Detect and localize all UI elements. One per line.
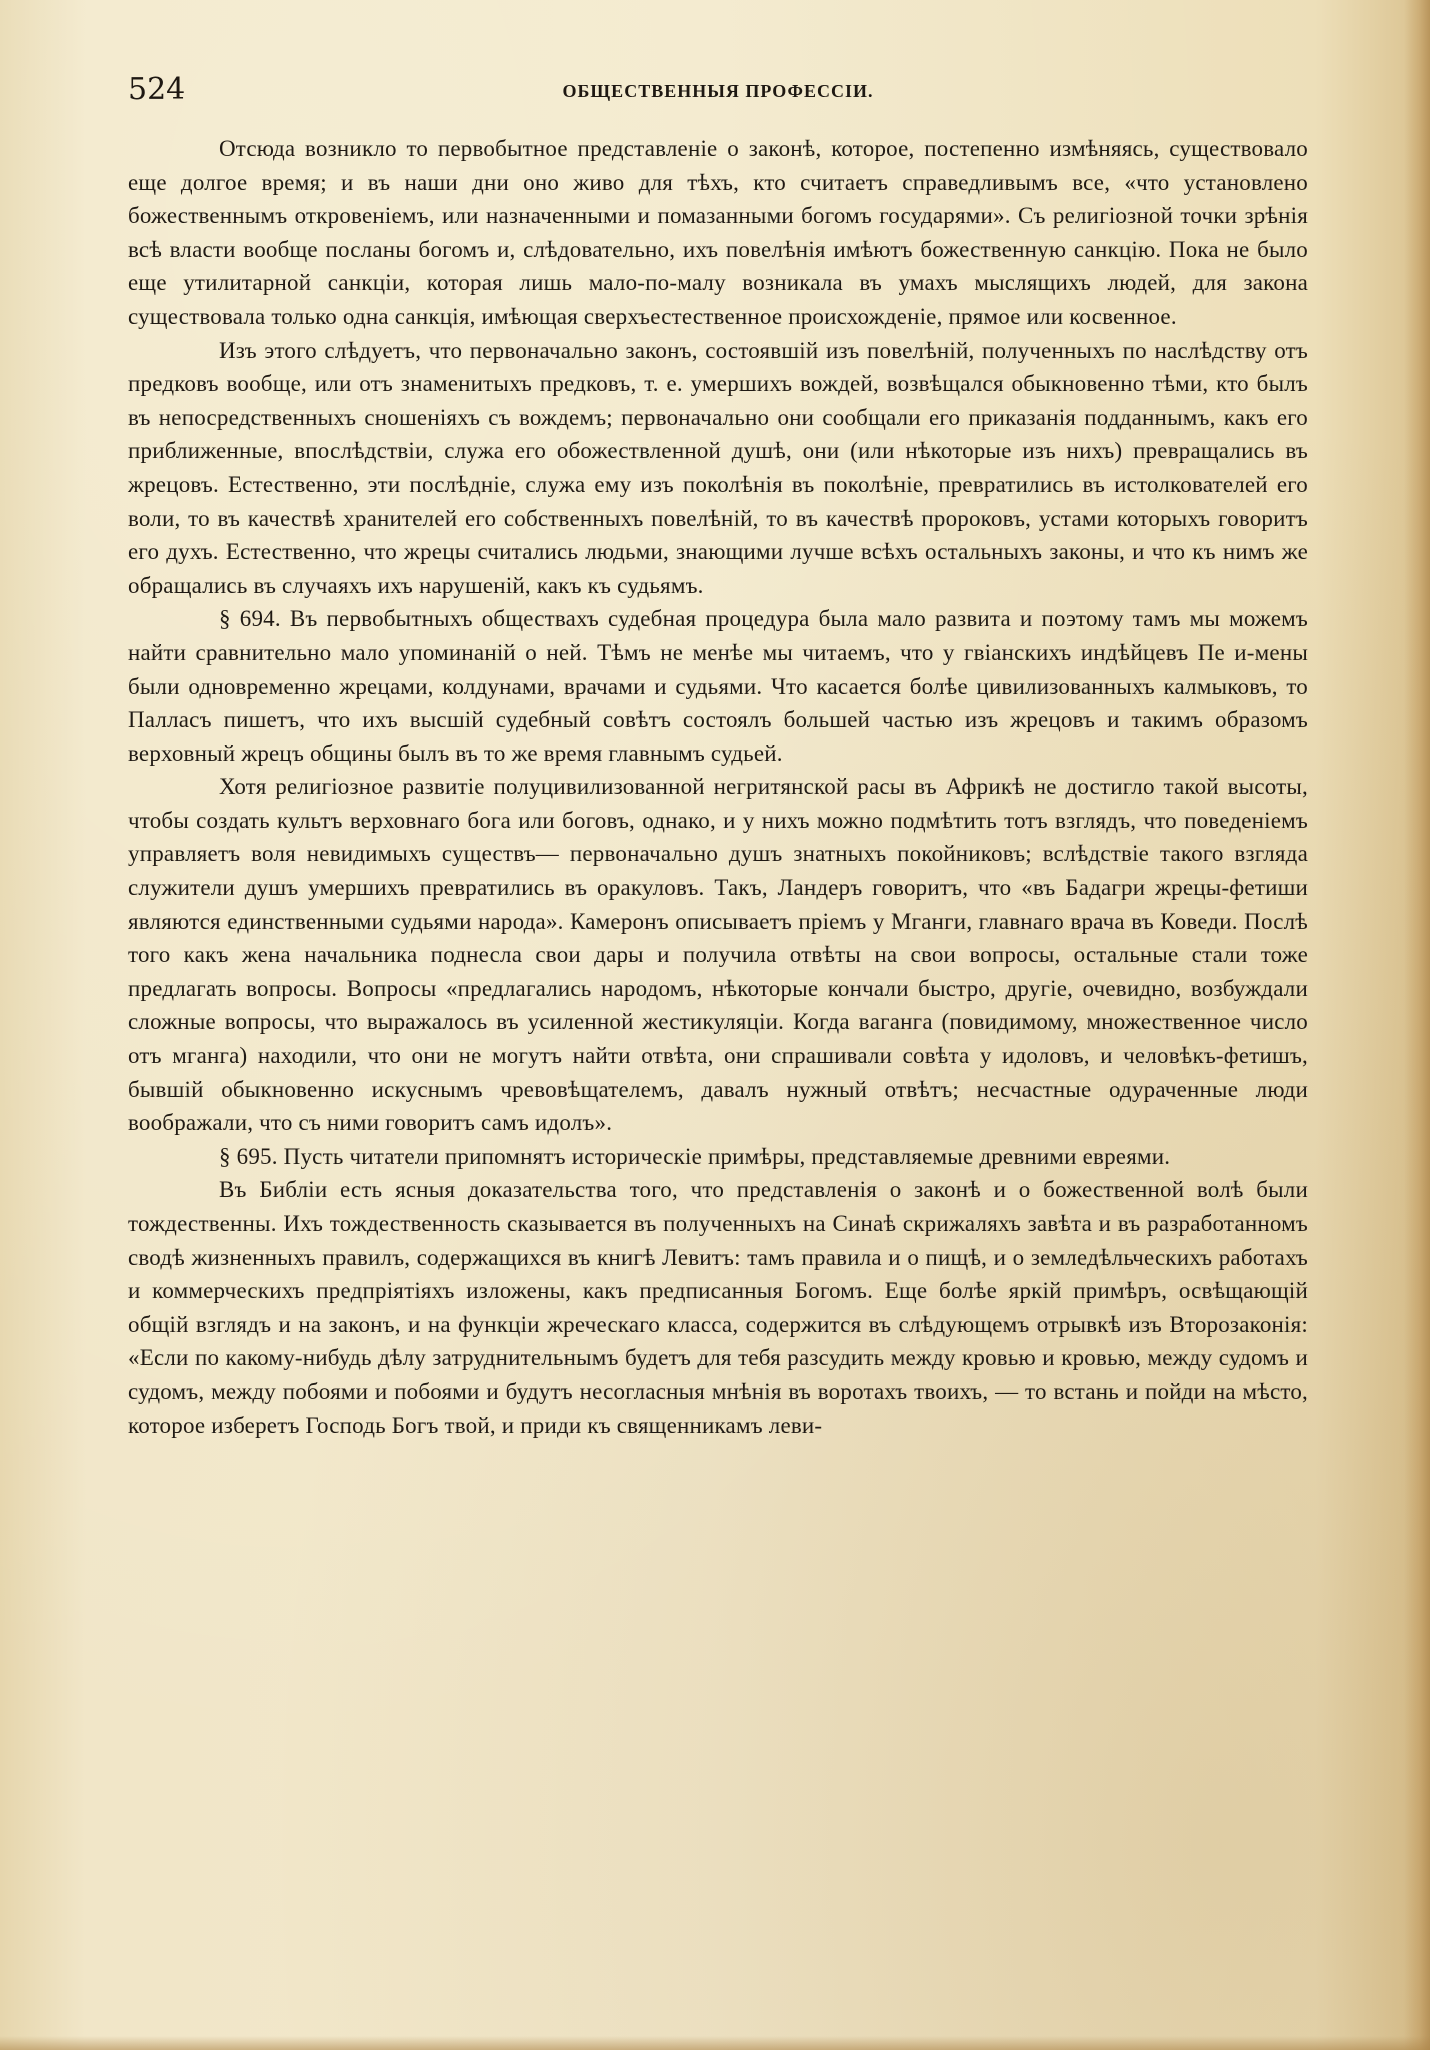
body-text <box>128 132 1308 1442</box>
page-edge-shadow <box>1404 0 1430 2050</box>
running-title: ОБЩЕСТВЕННЫЯ ПРОФЕССІИ. <box>562 81 874 101</box>
page-number: 524 <box>128 72 186 107</box>
paragraph: Хотя религіозное развитіе полуцивилизованной негритянской расы въ Африкѣ не достигло такой высоты, чтобы создать культъ верховнаго бога или боговъ, однако, и у нихъ можно подмѣтить тотъ взглядъ, что поведеніемъ управляетъ воля невидимыхъ существъ— первоначально душъ знатныхъ покойниковъ; вслѣдствіе такого взгляда служители душъ умершихъ превратились въ оракуловъ. Такъ, Ландеръ говоритъ, что «въ Бадагри жрецы-фетиши являются единственными судьями народа». Камеронъ описываетъ пріемъ у Мганги, главнаго врача въ Коведи. Послѣ того какъ жена начальника поднесла свои дары и получила отвѣты на свои вопросы, остальные стали тоже предлагать вопросы. Вопросы «предлагались народомъ, нѣкоторые кончали быстро, другіе, очевидно, возбуждали сложные вопросы, что выражалось въ усиленной жестикуляціи. Когда вaганга (повидимому, множественное число отъ мганга) находили, что они не могутъ найти отвѣта, они спрашивали совѣта у идоловъ, и человѣкъ-фетишъ, бывшій обыкновенно искуснымъ чревовѣщателемъ, давалъ нужный отвѣтъ; несчастные одураченные люди воображали, что съ ними говоритъ самъ идолъ». <box>128 774 1308 1136</box>
page-header <box>128 72 1308 116</box>
paragraph: § 695. Пусть читатели припомнятъ историческіе примѣры, представляемые древними евреями. <box>219 1143 1171 1169</box>
page-bottom-shadow <box>0 2036 1430 2050</box>
paragraph: § 694. Въ первобытныхъ обществахъ судебная процедура была мало развита и поэтому тамъ мы можемъ найти сравнительно мало упоминаній о ней. Тѣмъ не менѣе мы читаемъ, что у гвіанскихъ индѣйцевъ Пе и-мены были одновременно жрецами, колдунами, врачами и судьями. Что касается болѣе цивилизованныхъ калмыковъ, то Палласъ пишетъ, что ихъ высшій судебный совѣтъ состоялъ большей частью изъ жрецовъ и такимъ образомъ верховный жрецъ общины былъ въ то же время главнымъ судьей. <box>128 606 1308 766</box>
paragraph: Изъ этого слѣдуетъ, что первоначально законъ, состоявшій изъ повелѣній, полученныхъ по наслѣдству отъ предковъ вообще, или отъ знаменитыхъ предковъ, т. е. умершихъ вождей, возвѣщался обыкновенно тѣми, кто былъ въ непосредственныхъ сношеніяхъ съ вождемъ; первоначально они сообщали его приказанія подданнымъ, какъ его приближенные, впослѣдствіи, служа его обожествленной душѣ, они (или нѣкоторые изъ нихъ) превращались въ жрецовъ. Естественно, эти послѣдніе, служа ему изъ поколѣнія въ поколѣніе, превратились въ истолкователей его воли, то въ качествѣ хранителей его собственныхъ повелѣній, то въ качествѣ пророковъ, устами которыхъ говоритъ его духъ. Естественно, что жрецы считались людьми, знающими лучше всѣхъ остальныхъ законы, и что къ нимъ же обращались въ случаяхъ ихъ нарушеній, какъ къ судьямъ. <box>128 337 1308 598</box>
paragraph: Въ Библіи есть ясныя доказательства того, что представленія о законѣ и о божественной волѣ были тождественны. Ихъ тождественность сказывается въ полученныхъ на Синаѣ скрижаляхъ завѣта и въ разработанномъ сводѣ жизненныхъ правилъ, содержащихся въ книгѣ Левитъ: тамъ правила и о пищѣ, и о земледѣльческихъ работахъ и коммерческихъ предпріятіяхъ изложены, какъ предписанныя Богомъ. Еще болѣе яркій примѣръ, освѣщающій общій взглядъ и на законъ, и на функціи жреческаго класса, содержится въ слѣдующемъ отрывкѣ изъ Второзаконія: «Если по какому-нибудь дѣлу затруднительнымъ будетъ для тебя разсудить между кровью и кровью, между судомъ и судомъ, между побоями и побоями и будутъ несогласныя мнѣнія въ воротахъ твоихъ, — то встань и пойди на мѣсто, которое изберетъ Господь Богъ твой, и приди къ священникамъ леви- <box>128 1177 1308 1438</box>
paragraph: Отсюда возникло то первобытное представленіе о законѣ, которое, постепенно измѣняясь, существовало еще долгое время; и въ наши дни оно живо для тѣхъ, кто считаетъ справедливымъ все, «что установлено божественнымъ откровеніемъ, или назначенными и помазанными богомъ государями». Съ религіозной точки зрѣнія всѣ власти вообще посланы богомъ и, слѣдовательно, ихъ повелѣнія имѣютъ божественную санкцію. Пока не было еще утилитарной санкціи, которая лишь мало-по-малу возникала въ умахъ мыслящихъ людей, для закона существовала только одна санкція, имѣющая сверхъестественное происхожденіе, прямое или косвенное. <box>128 136 1308 329</box>
